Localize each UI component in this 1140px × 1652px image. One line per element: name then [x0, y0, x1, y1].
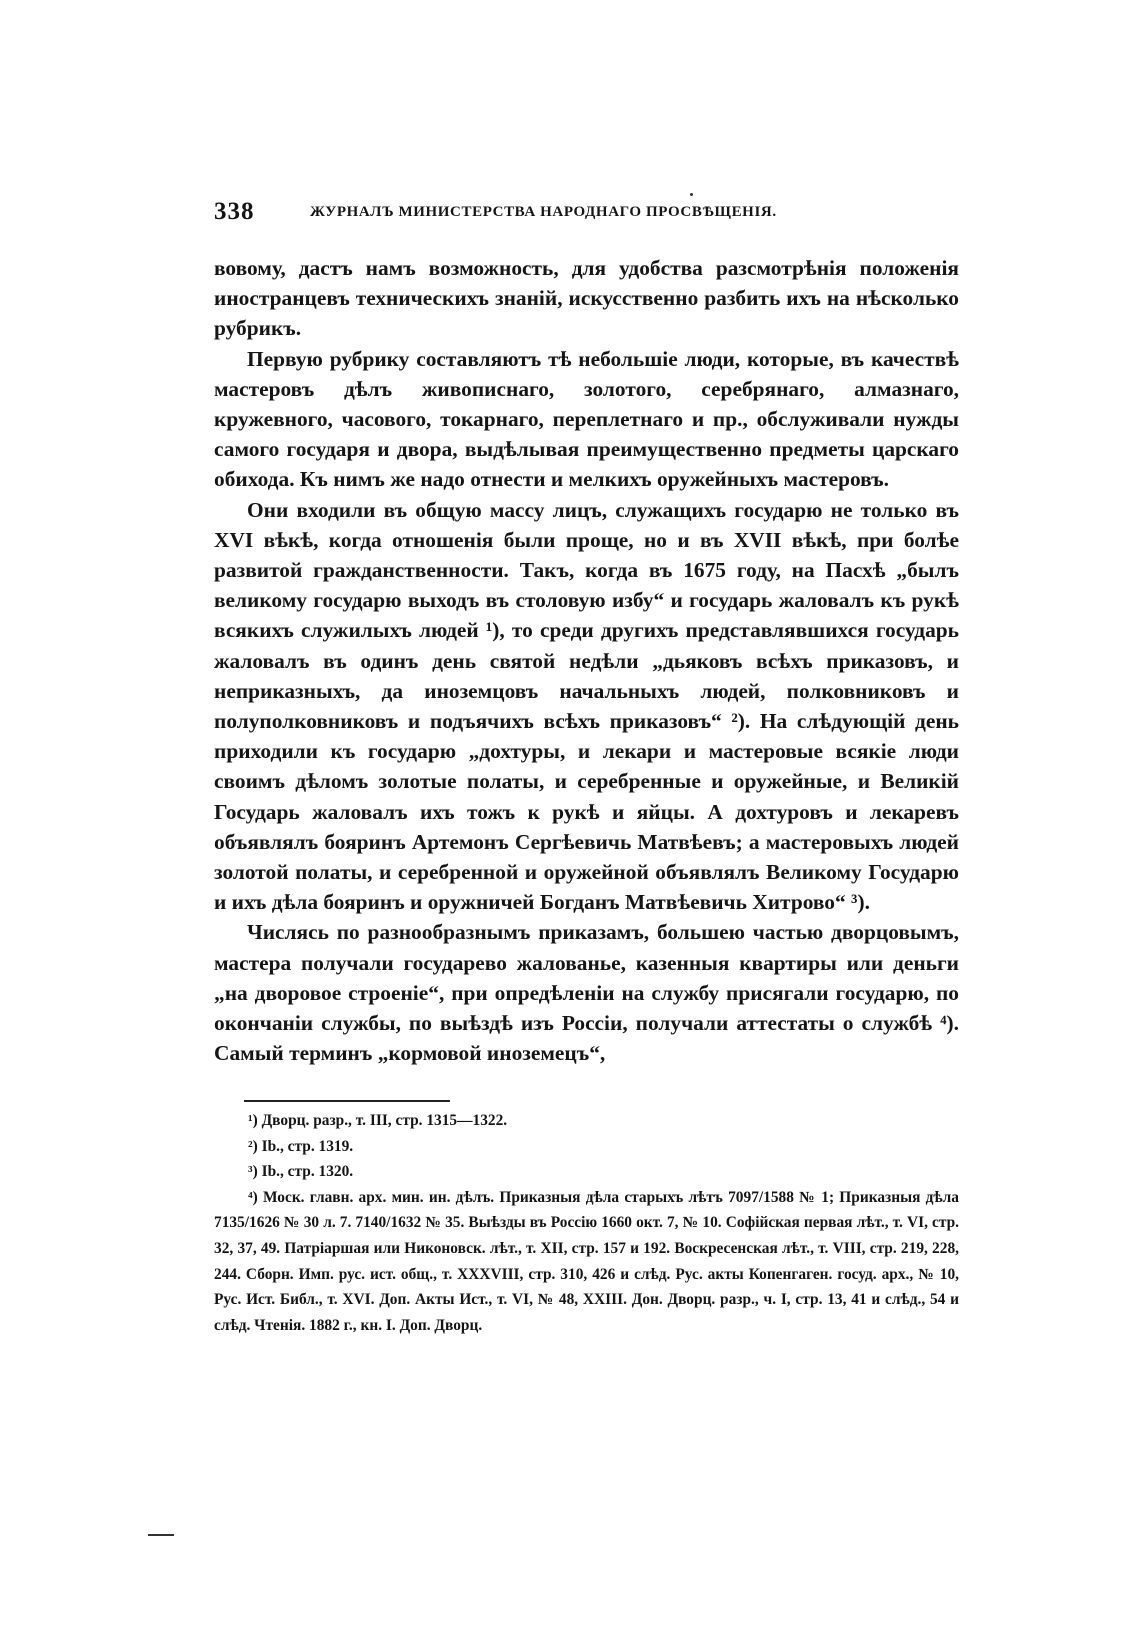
paragraph: вовому, дастъ намъ возможность, для удобства разсмотрѣнія положенія иностранцевъ техническихъ знаній, искусственно разбить ихъ на нѣсколько рубрикъ.: [214, 256, 959, 341]
footnote: ⁴) Моск. главн. арх. мин. ин. дѣлъ. Приказныя дѣла старыхъ лѣтъ 7097/1588 № 1; Приказныя дѣла 7135/1626 № 30 л. 7. 7140/1632 № 35. Выѣзды въ Россію 1660 окт. 7, № 10. Софійская первая лѣт., т. VI, стр. 32, 37, 49. Патріаршая или Никоновск. лѣт., т. XII, стр. 157 и 192. Воскресенская лѣт., т. VIII, стр. 219, 228, 244. Сборн. Имп. рус. ист. общ., т. XXXVIII, стр. 310, 426 и слѣд. Рус. акты Копенгаген. госуд. арх., № 10, Рус. Ист. Библ., т. XVI. Доп. Акты Ист., т. VI, № 48, XXIII. Дон. Дворц. разр., ч. I, стр. 13, 41 и слѣд., 54 и слѣд. Чтенія. 1882 г., кн. I. Доп. Дворц.: [214, 1188, 959, 1334]
paragraph: Они входили въ общую массу лицъ, служащихъ государю не только въ XVI вѣкѣ, когда отношенія были проще, но и въ XVII вѣкѣ, при болѣе развитой гражданственности. Такъ, когда въ 1675 году, на Пасхѣ „былъ великому государю выходъ въ столовую избу“ и государь жаловалъ къ рукѣ всякихъ служилыхъ людей ¹), то среди другихъ представлявшихся государь жаловалъ въ одинъ день святой недѣли „дьяковъ всѣхъ приказовъ, и неприказныхъ, да иноземцовъ начальныхъ людей, полковниковъ и полуполковниковъ и подъячихъ всѣхъ приказовъ“ ²). На слѣдующій день приходили къ государю „дохтуры, и лекари и мастеровые всякіе люди своимъ дѣломъ золотые полаты, и серебренные и оружейные, и Великій Государь жаловалъ ихъ тожъ к рукѣ и яйцы. А дохтуровъ и лекаревъ объявлялъ бояринъ Артемонъ Сергѣевичь Матвѣевъ; а мастеровыхъ людей золотой полаты, и серебренной и оружейной объявлялъ Великому Государю и ихъ дѣла бояринъ и оружничей Богданъ Матвѣевичь Хитрово“ ³).: [214, 497, 959, 915]
print-speck: [690, 193, 693, 196]
footnote-separator: [244, 1100, 450, 1102]
paragraph: Первую рубрику составляютъ тѣ небольшіе люди, которые, въ качествѣ мастеровъ дѣлъ живописнаго, золотого, серебрянаго, алмазнаго, кружевного, часового, токарнаго, переплетнаго и пр., обслуживали нужды самого государя и двора, выдѣлывая преимущественно предметы царскаго обихода. Къ нимъ же надо отнести и мелкихъ оружейныхъ мастеровъ.: [214, 346, 959, 492]
margin-mark: [148, 1534, 174, 1536]
footnote: ²) Ib., стр. 1319.: [248, 1137, 354, 1155]
footnote: ¹) Дворц. разр., т. III, стр. 1315—1322.: [248, 1112, 508, 1129]
page-number: 338: [214, 198, 255, 225]
footnotes: [214, 1108, 959, 1338]
paragraph: Числясь по разнообразнымъ приказамъ, большею частью дворцовымъ, мастера получали государево жалованье, казенныя квартиры или деньги „на дворовое строеніе“, при опредѣленіи на службу присягали государю, по окончаніи службы, по выѣздѣ изъ Россіи, получали аттестаты о службѣ ⁴). Самый терминъ „кормовой иноземецъ“,: [214, 920, 959, 1066]
body-text: [214, 253, 959, 1068]
page-header: [214, 198, 914, 226]
footnote: ³) Ib., стр. 1320.: [248, 1163, 354, 1181]
running-title: ЖУРНАЛЪ МИНИСТЕРСТВА НАРОДНАГО ПРОСВѢЩЕНІЯ.: [310, 204, 777, 220]
